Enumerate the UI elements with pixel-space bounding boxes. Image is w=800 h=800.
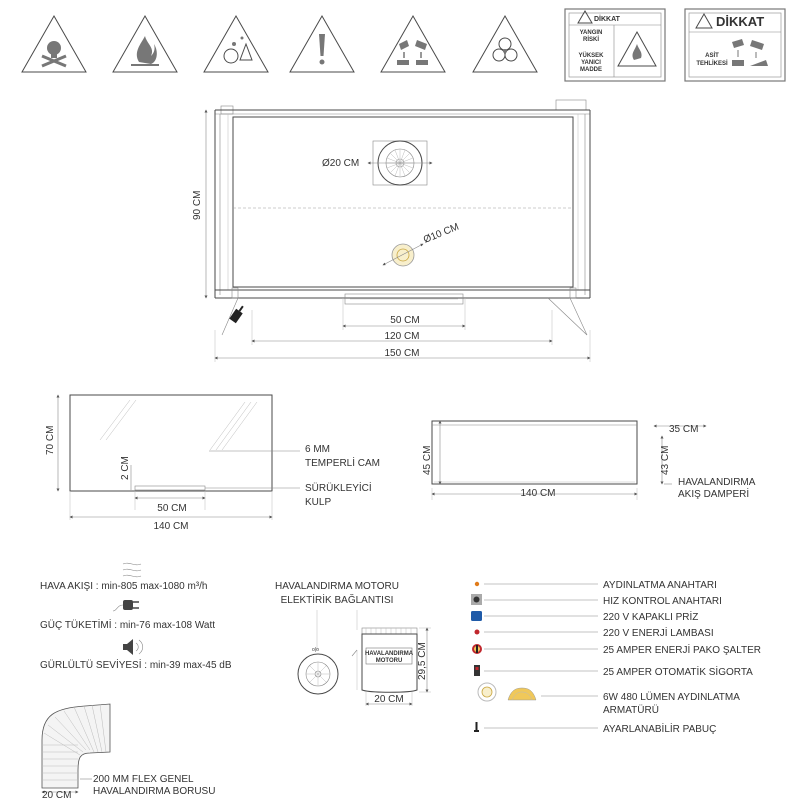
svg-text:TEMPERLİ CAM: TEMPERLİ CAM xyxy=(305,458,381,469)
handle-gap-label: 2 CM xyxy=(120,456,131,480)
svg-text:YÜKSEK: YÜKSEK xyxy=(578,53,604,59)
svg-text:YANGIN: YANGIN xyxy=(579,30,603,36)
dim-50cm: 50 CM xyxy=(390,315,420,326)
fan-diameter-label: Ø20 CM xyxy=(322,158,360,169)
svg-text:ELEKTİRİK BAĞLANTISI: ELEKTİRİK BAĞLANTISI xyxy=(280,595,394,606)
spec-power: GÜÇ TÜKETİMİ : min-76 max-108 Watt xyxy=(40,620,216,631)
svg-text:SÜRÜKLEYİCİ: SÜRÜKLEYİCİ xyxy=(305,483,372,494)
acid-sign-header: DİKKAT xyxy=(716,14,765,29)
red-lamp-icon xyxy=(475,630,480,635)
fire-risk-sign xyxy=(565,9,665,81)
svg-text:AYDINLATMA ANAHTARI: AYDINLATMA ANAHTARI xyxy=(603,580,717,591)
lamp-icon xyxy=(392,244,414,266)
svg-text:HAVALANDIRMA MOTORU: HAVALANDIRMA MOTORU xyxy=(275,581,399,592)
svg-text:ASİT: ASİT xyxy=(705,53,719,59)
corrosive-icon xyxy=(732,39,768,66)
flame-icon xyxy=(618,32,656,66)
damper-view xyxy=(422,421,756,500)
svg-text:TEHLİKESİ: TEHLİKESİ xyxy=(696,61,728,67)
handle-width-label: 50 CM xyxy=(157,503,187,514)
warning-triangle-icon xyxy=(696,14,712,28)
svg-text:KULP: KULP xyxy=(305,497,332,508)
adjustable-foot-icon xyxy=(474,722,479,732)
spec-noise: GÜRLÜLTÜ SEVİYESİ : min-39 max-45 dB xyxy=(40,660,232,671)
lamp-diameter-label: Ø10 CM xyxy=(422,221,461,246)
skull-crossbones-icon xyxy=(22,16,86,72)
spec-airflow: HAVA AKIŞI : min-805 max-1080 m³/h xyxy=(40,581,208,592)
exclamation-icon xyxy=(290,16,354,72)
drag-handle xyxy=(135,486,205,490)
speaker-icon xyxy=(123,639,143,655)
svg-text:6 MM: 6 MM xyxy=(305,444,330,455)
glass-width-label: 140 CM xyxy=(153,521,189,532)
svg-text:ARMATÜRÜ: ARMATÜRÜ xyxy=(603,705,659,716)
svg-text:6W 480 LÜMEN AYDINLATMA: 6W 480 LÜMEN AYDINLATMA xyxy=(603,692,740,703)
svg-text:MADDE: MADDE xyxy=(580,67,602,73)
svg-text:200 MM FLEX GENEL: 200 MM FLEX GENEL xyxy=(93,774,194,785)
legend xyxy=(471,580,761,735)
svg-text:220 V KAPAKLI PRİZ: 220 V KAPAKLI PRİZ xyxy=(603,612,699,623)
acid-danger-sign xyxy=(685,9,785,81)
hazard-icon-row xyxy=(22,16,537,72)
dim-120cm: 120 CM xyxy=(384,331,420,342)
svg-text:HAVALANDIRMA BORUSU: HAVALANDIRMA BORUSU xyxy=(93,786,216,797)
svg-text:AYARLANABİLİR PABUÇ: AYARLANABİLİR PABUÇ xyxy=(603,724,717,735)
fuse-icon xyxy=(474,665,480,676)
svg-text:25 AMPER ENERJİ PAKO ŞALTER: 25 AMPER ENERJİ PAKO ŞALTER xyxy=(603,645,762,656)
damper-inner-height-label: 43 CM xyxy=(660,445,671,475)
fire-sign-header: DİKKAT xyxy=(594,16,620,23)
corrosive-icon xyxy=(381,16,445,72)
svg-text:o|o: o|o xyxy=(312,647,319,653)
svg-text:220 V ENERJİ LAMBASI: 220 V ENERJİ LAMBASI xyxy=(603,628,714,639)
svg-text:HAVALANDIRMA: HAVALANDIRMA xyxy=(364,651,414,657)
svg-text:MOTORU: MOTORU xyxy=(375,658,403,664)
key-switch-icon xyxy=(471,594,482,605)
biohazard-icon xyxy=(473,16,537,72)
flame-icon xyxy=(113,16,177,72)
blue-socket-icon xyxy=(471,611,482,621)
glass-panel-view xyxy=(45,395,380,532)
fan-icon xyxy=(298,647,338,694)
svg-text:AKIŞ DAMPERİ: AKIŞ DAMPERİ xyxy=(678,489,750,500)
damper-width-label: 140 CM xyxy=(520,488,556,499)
specs xyxy=(40,563,232,671)
pako-switch-icon xyxy=(472,644,482,654)
orange-dot-icon xyxy=(475,582,479,586)
adjustable-foot-icon xyxy=(229,304,246,323)
front-view xyxy=(192,100,590,362)
svg-text:RİSKİ: RİSKİ xyxy=(582,37,600,43)
svg-text:HIZ KONTROL ANAHTARI: HIZ KONTROL ANAHTARI xyxy=(603,596,722,607)
svg-text:HAVALANDIRMA: HAVALANDIRMA xyxy=(678,477,756,488)
svg-text:25 AMPER OTOMATİK SİGORTA: 25 AMPER OTOMATİK SİGORTA xyxy=(603,667,753,678)
plug-icon xyxy=(113,600,139,611)
airflow-icon xyxy=(123,563,141,577)
hose-diameter-label: 20 CM xyxy=(42,790,72,800)
damper-top-label: 35 CM xyxy=(669,424,699,435)
motor-height-label: 29,5 CM xyxy=(417,642,428,680)
motor-connection xyxy=(275,581,431,706)
damper-height-label: 45 CM xyxy=(422,445,433,475)
glass-height-label: 70 CM xyxy=(45,425,56,455)
explosive-icon xyxy=(204,16,268,72)
dim-150cm: 150 CM xyxy=(384,348,420,359)
motor-width-label: 20 CM xyxy=(374,694,404,705)
led-armature-icon xyxy=(478,683,536,701)
svg-text:YANICI: YANICI xyxy=(581,60,601,66)
front-height-label: 90 CM xyxy=(192,190,203,220)
